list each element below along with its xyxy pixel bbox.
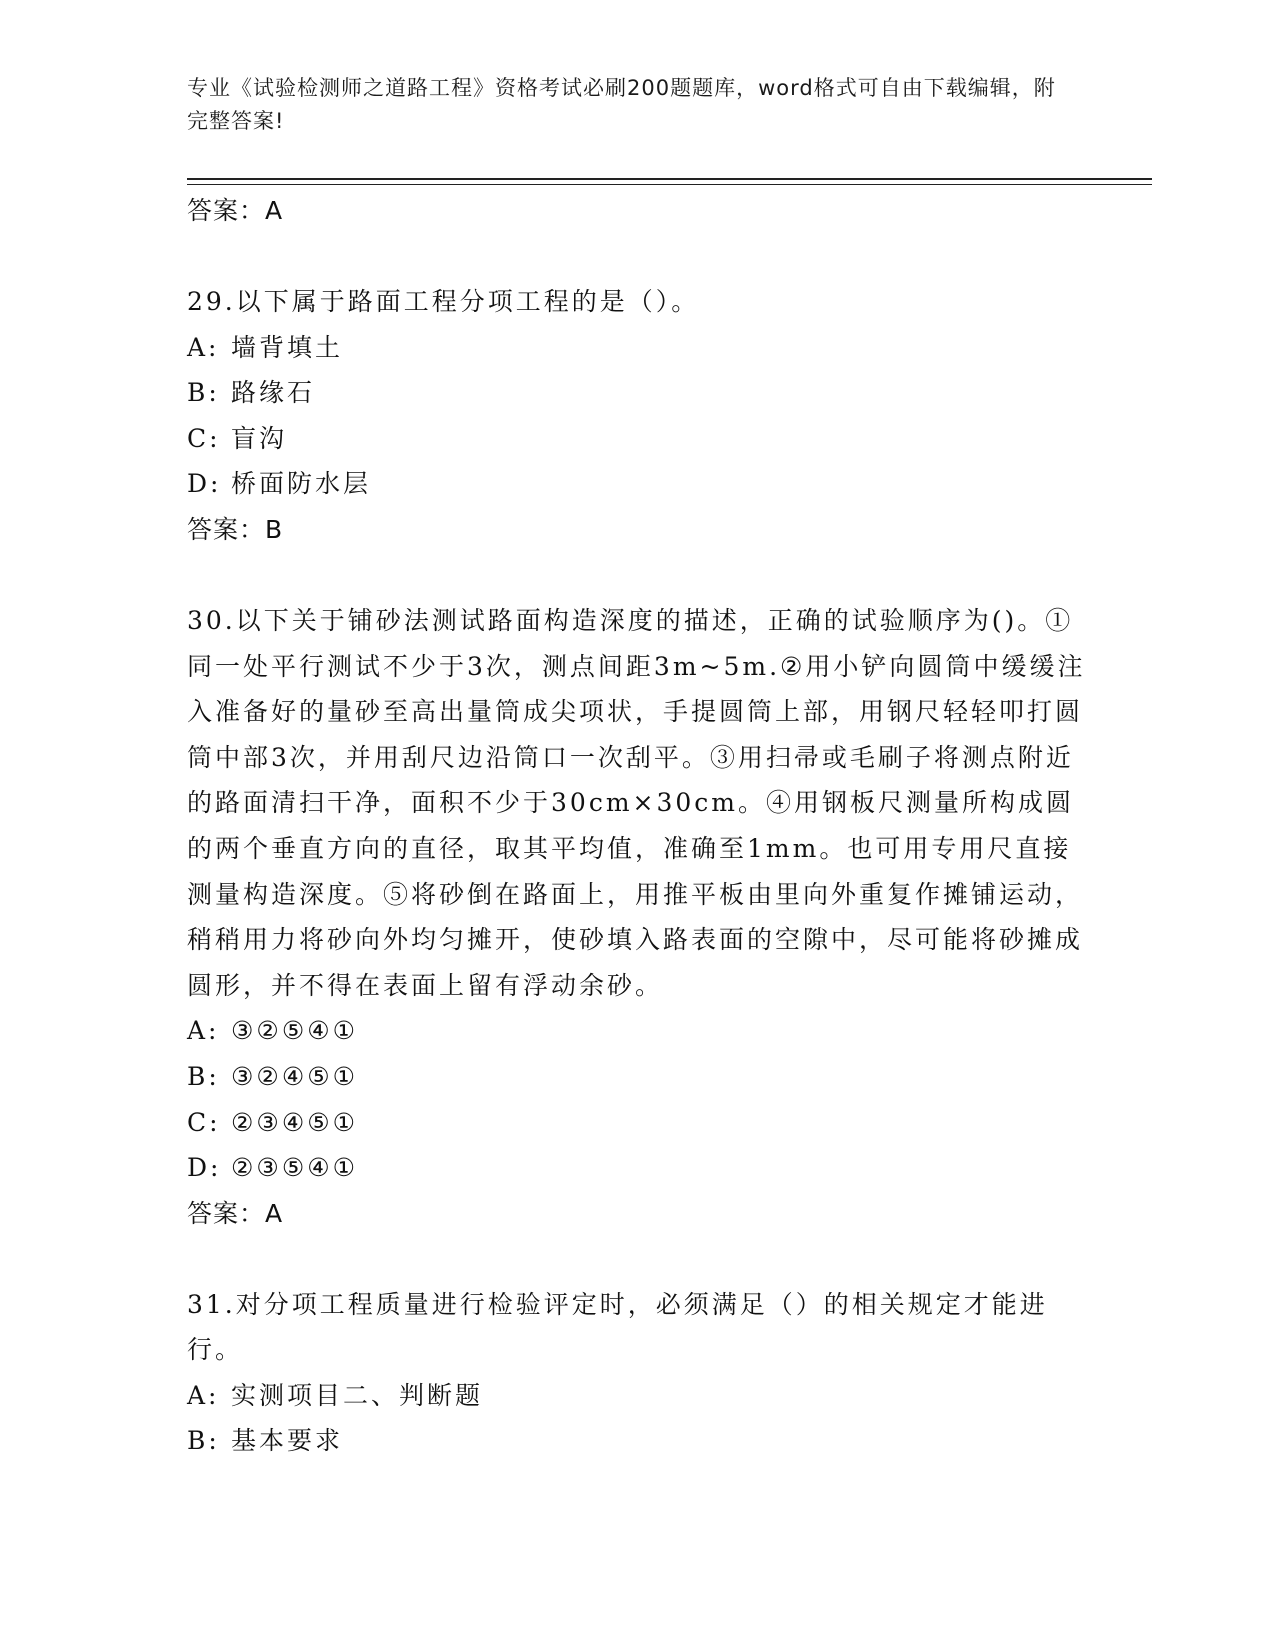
option-key: B: (187, 1426, 220, 1456)
option-text: 基本要求 (231, 1426, 344, 1456)
option-text: 路缘石 (231, 378, 316, 408)
option-key: C: (187, 423, 221, 453)
option-key: A: (187, 1016, 220, 1046)
header-divider (187, 178, 1152, 180)
option-text: 实测项目二、判断题 (231, 1380, 484, 1410)
option-item (187, 1054, 1087, 1100)
question-block (187, 279, 1087, 553)
option-item (187, 1145, 1087, 1191)
option-key: A: (187, 332, 220, 362)
document-body (187, 188, 1087, 1464)
option-key: D: (187, 1153, 222, 1183)
question-block (187, 598, 1087, 1237)
option-key: D: (187, 469, 222, 499)
option-text: ②③④⑤① (231, 1107, 359, 1137)
question-stem: 31.对分项工程质量进行检验评定时，必须满足（）的相关规定才能进行。 (187, 1289, 1048, 1365)
option-key: A: (187, 1380, 220, 1410)
option-text: 桥面防水层 (231, 469, 372, 499)
option-item (187, 416, 1087, 462)
option-key: B: (187, 1061, 220, 1091)
question-stem: 30.以下关于铺砂法测试路面构造深度的描述，正确的试验顺序为()。①同一处平行测试不少于3次，测点间距3m~5m.②用小铲向圆筒中缓缓注入准备好的量砂至高出量筒成尖项状，手提圆筒上部，用钢尺轻轻叩打圆筒中部3次，并用刮尺边沿筒口一次刮平。③用扫帚或毛刷子将测点附近的路面清扫干净，面积不少于30cm×30cm。④用钢板尺测量所构成圆的两个垂直方向的直径，取其平均值，准确至1mm。也可用专用尺直接测量构造深度。⑤将砂倒在路面上，用推平板由里向外重复作摊铺运动，稍稍用力将砂向外均匀摊开，使砂填入路表面的空隙中，尽可能将砂摊成圆形，并不得在表面上留有浮动余砂。 (187, 605, 1086, 1000)
option-text: 盲沟 (231, 423, 288, 453)
option-key: C: (187, 1107, 221, 1137)
option-item (187, 325, 1087, 371)
answer-line: 答案：A (187, 196, 284, 225)
option-item (187, 461, 1087, 507)
option-text: ②③⑤④① (231, 1153, 359, 1183)
option-item (187, 1008, 1087, 1054)
option-key: B: (187, 378, 220, 408)
option-item (187, 1100, 1087, 1146)
option-text: ③②⑤④① (231, 1016, 359, 1046)
option-item (187, 1418, 1087, 1464)
answer-line: 答案：A (187, 1198, 284, 1228)
question-block (187, 1282, 1087, 1464)
option-text: 墙背填土 (231, 332, 344, 362)
page-header: 专业《试验检测师之道路工程》资格考试必刷200题题库，word格式可自由下载编辑，附完整答案! (187, 76, 1056, 133)
option-item (187, 370, 1087, 416)
option-item (187, 1373, 1087, 1419)
question-stem: 29.以下属于路面工程分项工程的是（）。 (187, 287, 700, 316)
answer-line: 答案：B (187, 514, 284, 544)
header-divider-thin (187, 184, 1152, 185)
option-text: ③②④⑤① (231, 1061, 359, 1091)
